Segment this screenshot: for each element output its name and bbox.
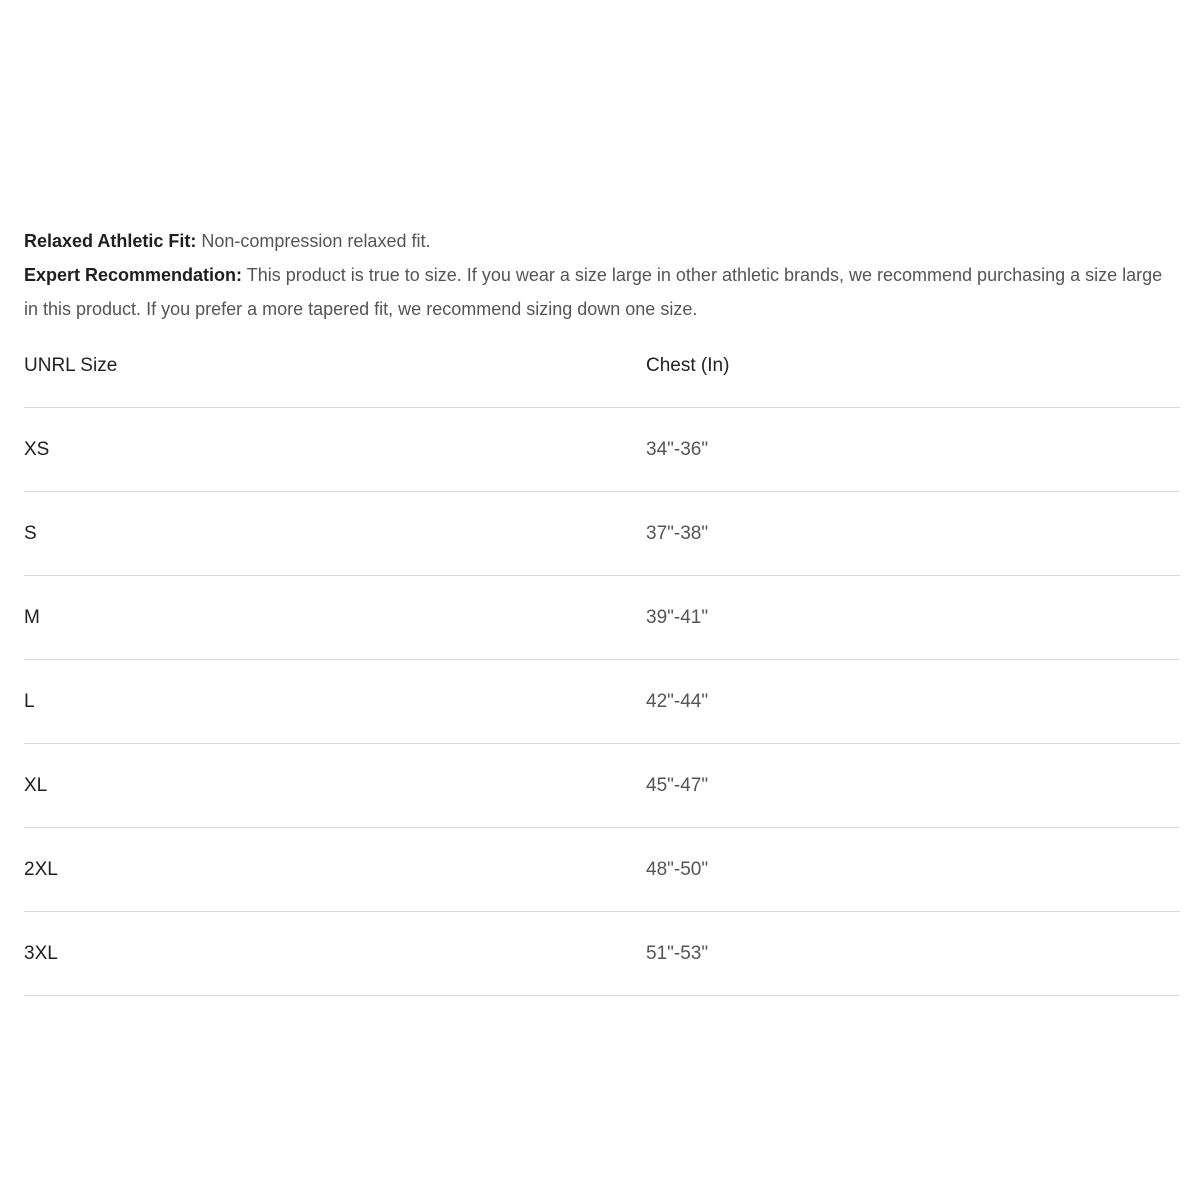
table-row: [24, 912, 1180, 996]
table-row: [24, 744, 1180, 828]
table-row: [24, 408, 1180, 492]
chest-cell: 39"-41": [646, 576, 1180, 660]
size-cell: XL: [24, 744, 646, 828]
chest-cell: 48"-50": [646, 828, 1180, 912]
fit-label: Relaxed Athletic Fit:: [24, 231, 197, 251]
size-cell: L: [24, 660, 646, 744]
recommendation-label: Expert Recommendation:: [24, 265, 243, 285]
fit-text: Non-compression relaxed fit.: [196, 231, 431, 251]
size-cell: M: [24, 576, 646, 660]
size-cell: XS: [24, 408, 646, 492]
fit-description: [24, 224, 1180, 258]
table-row: [24, 828, 1180, 912]
table-row: [24, 576, 1180, 660]
fit-notes-section: [24, 224, 1180, 326]
chest-cell: 34"-36": [646, 408, 1180, 492]
size-cell: 3XL: [24, 912, 646, 996]
size-chart-header: [24, 324, 1180, 408]
table-row: [24, 492, 1180, 576]
size-chart-table: [24, 324, 1180, 996]
fit-notes: [24, 224, 1180, 326]
chest-cell: 51"-53": [646, 912, 1180, 996]
chest-cell: 37"-38": [646, 492, 1180, 576]
size-cell: 2XL: [24, 828, 646, 912]
table-row: [24, 660, 1180, 744]
header-row: [24, 324, 1180, 408]
size-chart-body: [24, 408, 1180, 996]
chest-cell: 42"-44": [646, 660, 1180, 744]
header-chest: Chest (In): [646, 324, 1180, 408]
size-cell: S: [24, 492, 646, 576]
expert-recommendation: [24, 258, 1180, 326]
recommendation-text: This product is true to size. If you wear a size large in other athletic brands, we recommend purchasing a size large in this product. If you prefer a more tapered fit, we recommend sizing down one size.: [24, 265, 1163, 319]
chest-cell: 45"-47": [646, 744, 1180, 828]
header-size: UNRL Size: [24, 324, 646, 408]
